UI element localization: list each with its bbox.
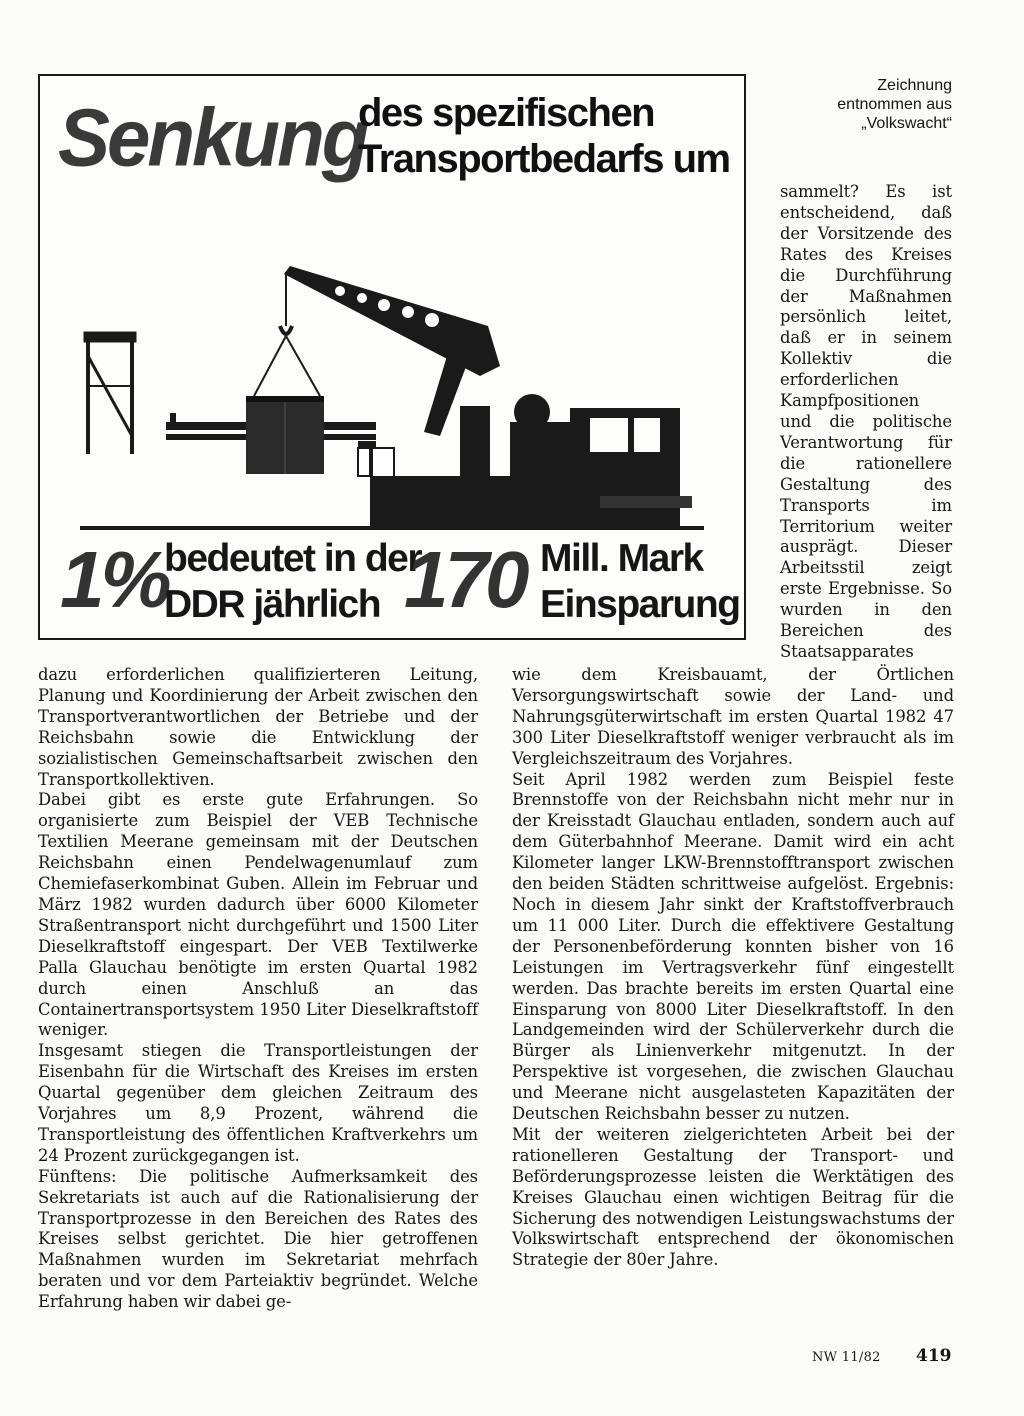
caption-line-1: Zeichnung	[877, 77, 952, 94]
truck-drawing	[358, 394, 692, 526]
left-paragraph-1: dazu erforderlichen qualifizierteren Leitung, Planung und Koordinierung der Arbeit zwischen den Transportverantwortlichen der Betriebe und der Reichsbahn sowie die Entwicklung der sozialistischen Gemeinschaftsarbeit zwischen den Transportkollektiven.	[38, 665, 478, 789]
slogan-right-line-1: Mill. Mark	[540, 537, 703, 580]
left-paragraph-2: Dabei gibt es erste gute Erfahrungen. So organisierte zum Beispiel der VEB Technische Textilien Meerane gemeinsam mit der Deutschen Reichsbahn einen Pendelwagenumlauf zum Chemiefaserkombinat Guben. Allein im Februar und März 1982 wurden dadurch über 6000 Kilometer Straßentransport nicht durchgeführt und 1500 Liter Dieselkraftstoff eingespart. Der VEB Textilwerke Palla Glauchau benötigte im ersten Quartal 1982 durch einen Anschluß an das Containertransportsystem 1950 Liter Dieselkraftstoff weniger.	[38, 790, 478, 1040]
headline-senkung: Senkung	[58, 91, 367, 184]
right-text-column	[512, 665, 954, 1271]
loading-ramp-drawing	[84, 332, 136, 454]
caption-line-2: entnommen aus	[837, 96, 952, 113]
slogan-left-line-1: bedeutet in der	[164, 537, 422, 580]
right-paragraph-3: Mit der weiteren zielgerichteten Arbeit bei der rationelleren Gestaltung der Transport- und Beförderungsprozesse leisten die Werktätigen des Kreises Glauchau einen wichtigen Beitrag für die Sicherung des notwendigen Leistungswachstums der Volkswirtschaft entsprechend der ökonomischen Strategie der 80er Jahre.	[512, 1124, 954, 1270]
percent-figure: 1%	[60, 535, 168, 624]
page-number: 419	[916, 1346, 952, 1366]
slogan-row	[40, 532, 744, 640]
crane-truck-drawing	[40, 186, 744, 530]
slogan-right	[540, 536, 740, 628]
narrow-column-paragraph: sammelt? Es ist entscheidend, daß der Vorsitzende des Rates des Kreises die Durchführung der Maßnahmen persönlich leitet, daß er in seinem Kollektiv die erforderlichen Kampfpositionen und die politische Verantwortung für die rationellere Gestaltung des Transports im Territorium weiter ausprägt. Dieser Arbeitsstil zeigt erste Ergebnisse. So wurden in den Bereichen des Staatsapparates	[780, 182, 952, 661]
amount-figure: 170	[404, 535, 526, 624]
caption-line-3: „Volkswacht“	[861, 115, 952, 132]
headline-line-1: des spezifischen	[358, 91, 655, 135]
slogan-left	[164, 536, 421, 628]
issue-reference: NW 11/82	[812, 1350, 881, 1365]
left-text-column	[38, 665, 478, 1313]
slogan-right-line-2: Einsparung	[540, 583, 740, 626]
left-paragraph-3: Insgesamt stiegen die Transportleistungen der Eisenbahn für die Wirtschaft des Kreises im ersten Quartal gegenüber dem gleichen Zeitraum des Vorjahres um 8,9 Prozent, während die Transportleistung des öffentlichen Kraftverkehrs um 24 Prozent zurückgegangen ist.	[38, 1041, 478, 1165]
left-paragraph-4: Fünftens: Die politische Aufmerksamkeit des Sekretariats ist auch auf die Rationalisierung der Transportprozesse in den Bereichen des Rates des Kreises selbst gerichtet. Die hier getroffenen Maßnahmen wurden im Sekretariat mehrfach beraten und vor dem Parteiaktiv begründet. Welche Erfahrung haben wir dabei ge-	[38, 1166, 478, 1312]
image-caption	[752, 76, 952, 133]
hanging-crate-drawing	[246, 336, 324, 474]
slogan-left-line-2: DDR jährlich	[164, 583, 381, 626]
illustration-poster	[38, 74, 746, 640]
headline-subtitle	[358, 90, 730, 182]
headline-line-2: Transportbedarfs um	[358, 137, 730, 181]
right-paragraph-2: Seit April 1982 werden zum Beispiel feste Brennstoffe von der Reichsbahn nicht mehr nur in der Kreisstadt Glauchau entladen, sondern auch auf dem Güterbahnhof Meerane. Damit wird ein acht Kilometer langer LKW-Brennstofftransport zwischen den beiden Städten schrittweise aufgelöst. Ergebnis: Noch in diesem Jahr sinkt der Kraftstoffverbrauch um 11 000 Liter. Durch die effektivere Gestaltung der Personenbeförderung konnten bisher von 16 Leistungen im Vertragsverkehr fünf eingestellt werden. Das brachte bereits im ersten Quartal eine Einsparung von 8000 Liter Dieselkraftstoff. In den Landgemeinden wird der Schülerverkehr durch die Bürger als Linienverkehr mitgenutzt. In der Perspektive ist vorgesehen, die zwischen Glauchau und Meerane nicht ausgelasteten Kapazitäten der Deutschen Reichsbahn besser zu nutzen.	[512, 769, 954, 1124]
right-paragraph-1: wie dem Kreisbauamt, der Örtlichen Versorgungswirtschaft sowie der Land- und Nahrungsgüterwirtschaft im ersten Quartal 1982 47 300 Liter Dieselkraftstoff weniger verbraucht als im Vergleichszeitraum des Vorjahres.	[512, 665, 954, 768]
ground-drawing	[80, 526, 704, 530]
narrow-text-column	[780, 182, 952, 663]
